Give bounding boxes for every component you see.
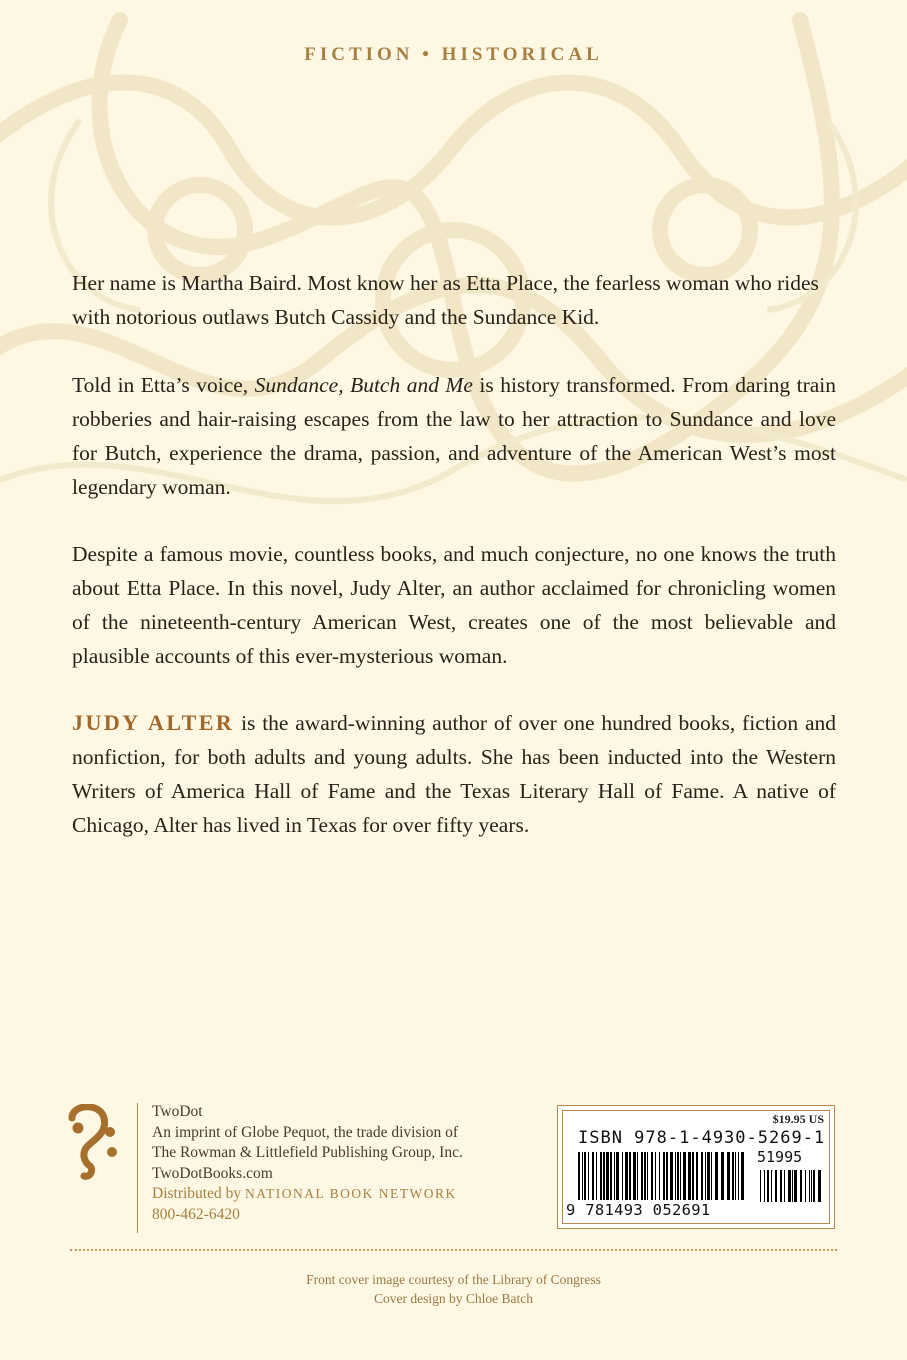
p2-text-before: Told in Etta’s voice, <box>72 373 255 397</box>
cover-credits <box>0 1270 907 1308</box>
publisher-imprint-line-1: An imprint of Globe Pequot, the trade division of <box>152 1123 459 1141</box>
blurb-paragraph-2 <box>72 368 836 504</box>
design-credit: Cover design by Chloe Batch <box>374 1291 533 1306</box>
isbn-text: ISBN 978-1-4930-5269-1 <box>578 1128 826 1148</box>
barcode-bars-icon <box>578 1152 823 1202</box>
publisher-website: TwoDotBooks.com <box>152 1164 273 1182</box>
publisher-phone: 800-462-6420 <box>152 1205 240 1223</box>
publisher-divider <box>137 1103 138 1233</box>
twodot-logo-icon <box>66 1104 122 1184</box>
image-credit: Front cover image courtesy of the Library of Congress <box>306 1272 601 1287</box>
publisher-imprint-line-2: The Rowman & Littlefield Publishing Group, Inc. <box>152 1144 463 1161</box>
barcode-digits: 9 781493 052691 <box>566 1201 711 1219</box>
distribution-line <box>152 1184 463 1205</box>
blurb-paragraph-3: Despite a famous movie, countless books, and much conjecture, no one knows the truth about Etta Place. In this novel, Judy Alter, an author acclaimed for chronicling women of the nineteenth-century American West, creates one of the most believable and plausible accounts of this ever-mysterious woman. <box>72 542 836 668</box>
price-label: $19.95 US <box>772 1112 824 1126</box>
publisher-info <box>152 1102 463 1225</box>
blurb-paragraph-1: Her name is Martha Baird. Most know her as Etta Place, the fearless woman who rides with notorious outlaws Butch Cassidy and the Sundance Kid. <box>72 271 819 329</box>
p2-text-after: is history transformed. From daring train robberies and hair-raising escapes from the law to her attraction to Sundance and love for Butch, experience the drama, passion, and adventure of the American West’s most legendary woman. <box>72 373 836 499</box>
dotted-divider <box>70 1249 837 1251</box>
genre-label: FICTION • HISTORICAL <box>304 44 603 65</box>
addon-digits: 51995 <box>757 1148 803 1166</box>
author-name: JUDY ALTER <box>72 710 235 735</box>
author-bio-text: is the award-winning author of over one hundred books, fiction and nonfiction, for both adults and young adults. She has been inducted into the Western Writers of America Hall of Fame and the Texas Literary Hall of Fame. A native of Chicago, Alter has lived in Texas for over fifty years. <box>72 711 836 837</box>
barcode-panel <box>557 1105 835 1229</box>
author-bio <box>72 706 836 842</box>
book-title: Sundance, Butch and Me <box>254 373 473 397</box>
distributor-name: NATIONAL BOOK NETWORK <box>245 1186 457 1201</box>
publisher-name: TwoDot <box>152 1103 203 1120</box>
distributed-prefix: Distributed by <box>152 1185 245 1202</box>
